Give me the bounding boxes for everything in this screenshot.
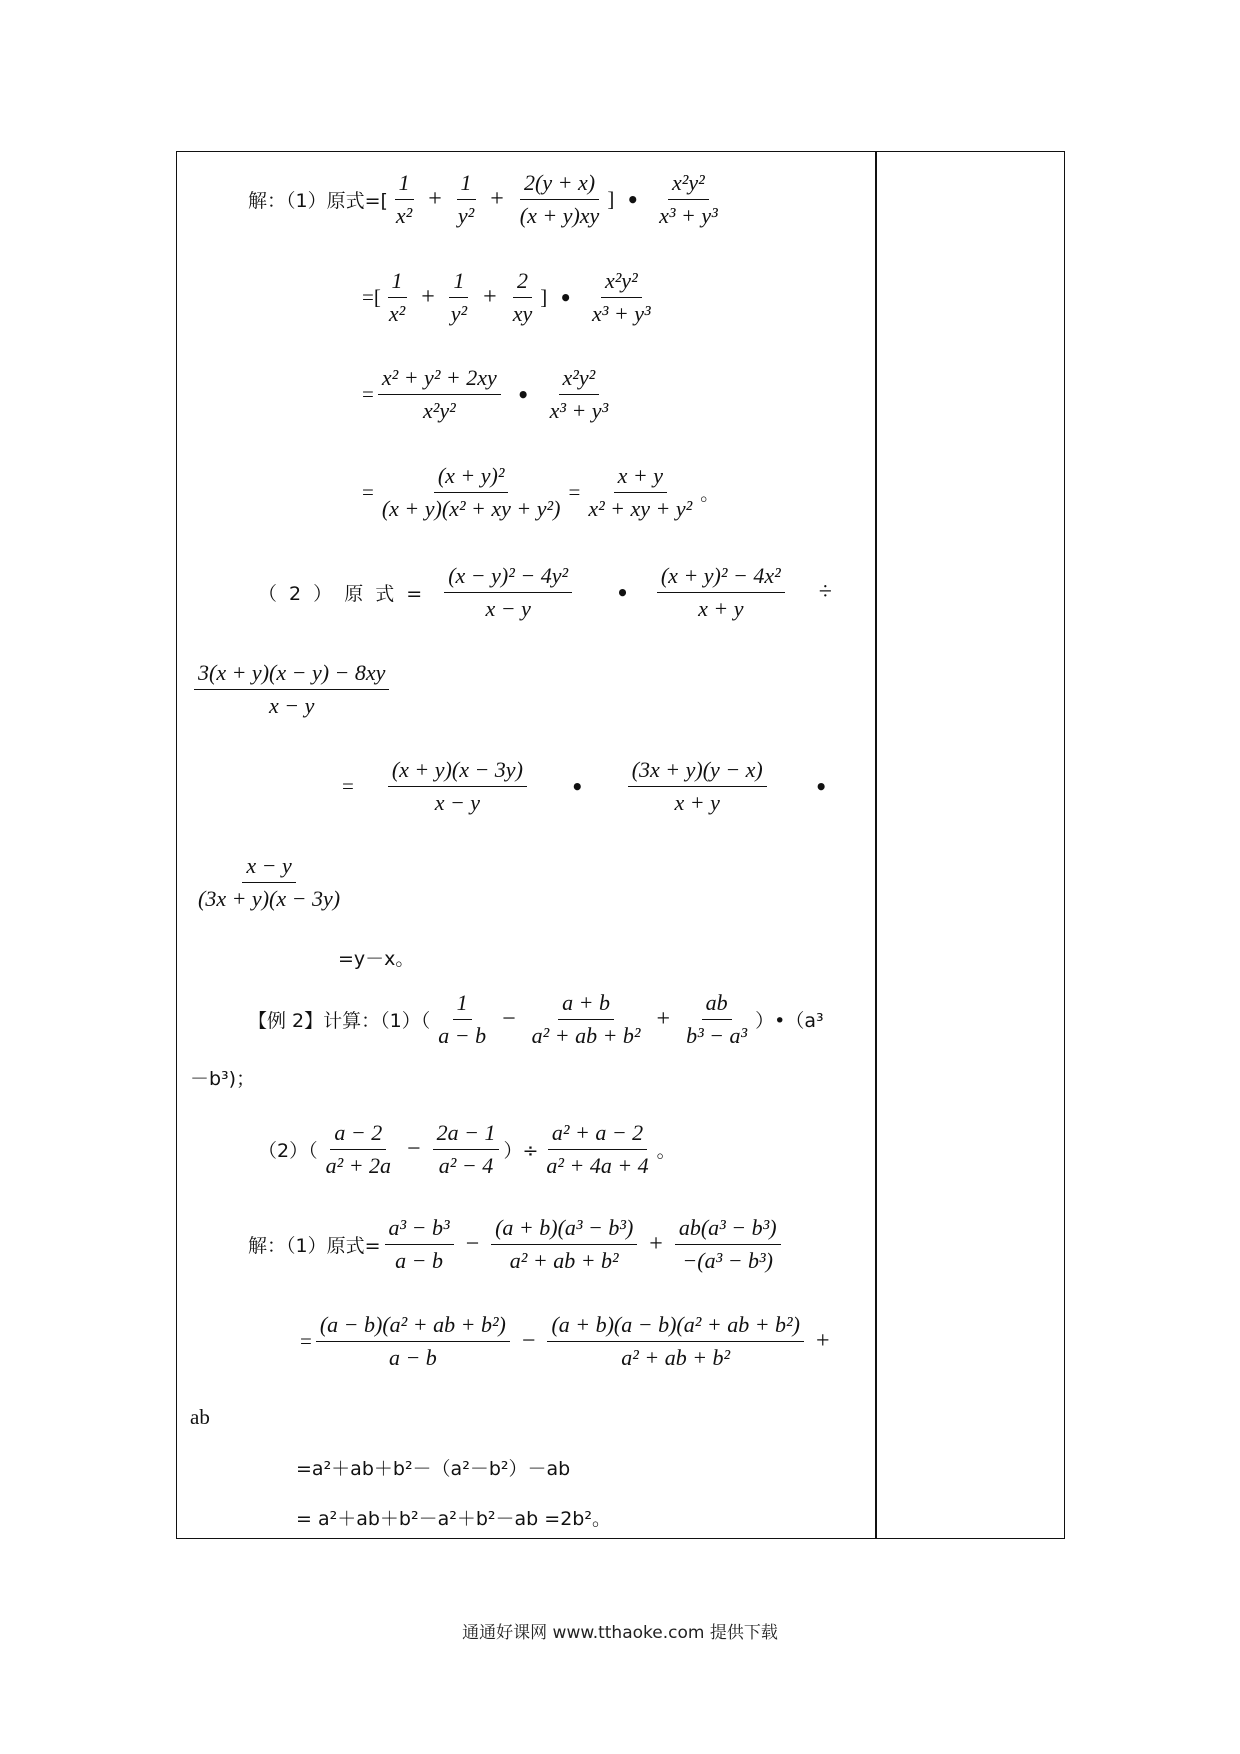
sol2-prefix: （ 2 ） 原 式 = [258,583,423,605]
fraction: $\frac{\text{(x + y)² − 4x²}}{x + y}$ [657,563,785,622]
fraction: $\frac{\text{a² + a − 2}}{\text{a² + 4a + 4}}$ [546,1120,649,1178]
fraction: $\frac{\text{(x − y)² − 4y²}}{x - y}$ [444,563,572,622]
ex2-line1: 【例 2】计算：（1）（ $\frac{1}{a - b}$ − $\frac{a + b}{\text{a² + ab + b²}}$ + $\frac{ab}{\text{b³ − a³}}$ ）•（a³ [248,990,824,1048]
sol3-line2: = $\frac{\text{(a − b)(a² + ab + b²)}}{a - b}$ − $\frac{\text{(a + b)(a − b)(a² + ab + b²)}}{\text{a² + ab + b²}}$ + [300,1312,830,1370]
sol2-line3: = $\frac{(x + y)(x - 3y)}{x - y}$ • $\frac{(3x + y)(y - x)}{x + y}$ • [342,757,828,815]
ex2-line2: （2）（ $\frac{a - 2}{\text{a² + 2a}}$ − $\frac{2a - 1}{\text{a² − 4}}$ ）÷ $\frac{\text{a² + a − 2}}{\text{a² + 4a + 4}}$ 。 [258,1120,676,1178]
sol1-line1: 解：（1）原式=[ $\frac{1}{\text{x²}}$ + $\frac{1}{\text{y²}}$ + $\frac{2(y + x)}{(x + y)xy}$ ] • $\frac{\text{x²y²}}{\text{x³ + y³}}$ [248,170,726,229]
fraction: $\frac{1}{\text{y²}}$ [450,268,468,326]
sol3-line4: = a²＋ab＋b²－a²＋b²－ab =2b²。 [296,1508,611,1530]
fraction: $\frac{a + b}{\text{a² + ab + b²}}$ [531,990,641,1048]
notes-cell [877,152,1064,1538]
sol3-line3: =a²＋ab＋b²－（a²－b²）－ab [296,1458,571,1480]
fraction: $\frac{1}{\text{x²}}$ [388,268,406,326]
fraction: $\frac{\text{a³ − b³}}{a - b}$ [385,1215,454,1274]
sol3-line1: 解：（1）原式= $\frac{\text{a³ − b³}}{a - b}$ − $\frac{\text{(a + b)(a³ − b³)}}{\text{a² + ab + b²}}$ + $\frac{\text{ab(a³ − b³)}}{\text{−(a³ − b³)}}$ [248,1215,785,1274]
fraction: $\frac{\text{x²y²}}{\text{x³ + y³}}$ [592,268,651,326]
fraction: $\frac{(3x + y)(y - x)}{x + y}$ [628,757,767,816]
sol2-line4 [190,853,348,912]
fraction: $\frac{x + y}{\text{x² + xy + y²}}$ [588,463,693,521]
fraction: $\frac{2(y + x)}{(x + y)xy}$ [519,170,600,228]
fraction: $\frac{\text{x²y²}}{\text{x³ + y³}}$ [659,170,718,228]
fraction: $\frac{(x + y)(x - 3y)}{x - y}$ [388,757,527,816]
sol2-line2 [190,660,393,719]
sol2-result: =y－x。 [338,948,415,970]
fraction: $\frac{\text{x²y²}}{\text{x³ + y³}}$ [549,365,609,423]
fraction: $\frac{2a - 1}{\text{a² − 4}}$ [433,1120,500,1179]
fraction: $\frac{1}{\text{x²}}$ [395,170,413,228]
fraction: $\frac{\text{x² + y² + 2xy}}{\text{x²y²}}$ [378,365,501,424]
fraction: $\frac{a - 2}{\text{a² + 2a}}$ [325,1120,392,1178]
fraction: $\frac{x - y}{(3x + y)(x - 3y)}$ [198,853,341,911]
sol1-line3: = $\frac{\text{x² + y² + 2xy}}{\text{x²y²}}$ • $\frac{\text{x²y²}}{\text{x³ + y³}}$ [362,365,616,424]
ex2-label: 【例 2】计算：（1）（ [248,1010,431,1032]
fraction: $\frac{\text{(a − b)(a² + ab + b²)}}{a - b}$ [316,1312,510,1371]
fraction: $\frac{\text{(a + b)(a − b)(a² + ab + b²)}}{\text{a² + ab + b²}}$ [547,1312,804,1371]
fraction: $\frac{\text{ab(a³ − b³)}}{\text{−(a³ − b³)}}$ [675,1215,781,1274]
sol3-line2-continued: ab [190,1405,210,1429]
sol1-line2: =[ $\frac{1}{\text{x²}}$ + $\frac{1}{\text{y²}}$ + $\frac{2}{xy}$ ] • $\frac{\text{x²y²}}{\text{x³ + y³}}$ [362,268,659,327]
fraction: $\frac{1}{\text{y²}}$ [457,170,475,228]
sol2-line1: （ 2 ） 原 式 = $\frac{\text{(x − y)² − 4y²}}{x - y}$ • $\frac{\text{(x + y)² − 4x²}}{x + y}$ ÷ [258,563,832,621]
fraction: $\frac{\text{(x + y)²}}{\text{(x + y)(x² + xy + y²)}}$ [381,463,561,521]
fraction: $\frac{ab}{\text{b³ − a³}}$ [686,990,748,1048]
page-footer: 通通好课网 www.tthaoke.com 提供下载 [462,1623,778,1643]
fraction: $\frac{\text{(a + b)(a³ − b³)}}{\text{a² + ab + b²}}$ [491,1215,637,1274]
fraction: $\frac{1}{a - b}$ [438,990,487,1048]
ex2-line1-continued: －b³)； [190,1068,256,1090]
fraction: $\frac{2}{xy}$ [512,268,533,326]
sol1-prefix: 解：（1）原式=[ [248,190,388,212]
sol1-line4: = $\frac{\text{(x + y)²}}{\text{(x + y)(x² + xy + y²)}}$ = $\frac{x + y}{\text{x² + xy + y²}}$ 。 [362,463,720,521]
fraction: $\frac{3(x + y)(x - y) - 8xy}{x - y}$ [194,660,389,719]
